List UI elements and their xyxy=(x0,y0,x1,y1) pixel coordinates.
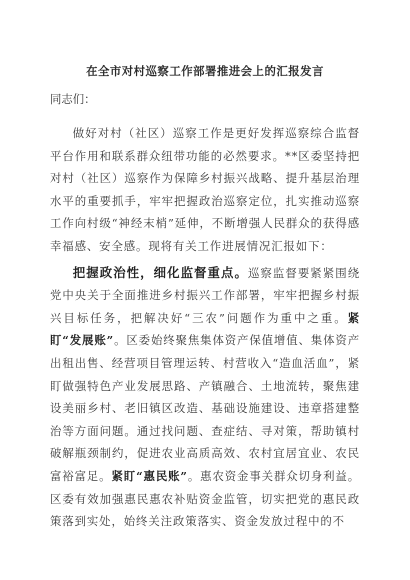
paragraph-text: 做好对村（社区）巡察工作是更好发挥巡察综合监督平台作用和联系群众纽带功能的必然要求。**区委坚持把对村（社区）巡察作为保障乡村振兴战略、提升基层治理水平的重要抓手，牢牢把握政治巡察定位，扎实推动巡察工作向村级“神经末梢”延伸，不断增强人民群众的获得感幸福感、安全感。现将有关工作进展情况汇报如下： xyxy=(50,126,360,253)
paragraph-text: 。惠农资金事关群众切身利益。区委有效加强惠民惠农补贴资金监管，切实把党的惠民政策落到实处，始终关注政策落实、资金发放过程中的不 xyxy=(50,468,360,529)
paragraph-intro xyxy=(50,122,360,258)
salutation: 同志们： xyxy=(50,92,96,106)
document-title: 在全市对村巡察工作部署推进会上的汇报发言 xyxy=(86,64,324,78)
bold-phrase-welfare-account: 紧盯“惠民账” xyxy=(111,468,188,483)
section-heading: 把握政治性，细化监督重点。 xyxy=(72,264,248,280)
bold-phrase-development-account: 紧盯“发展账” xyxy=(50,310,360,348)
paragraph-text: 巡察监督要紧紧围绕党中央关于全面推进乡村振兴工作部署，牢牢把握乡村振兴目标任务，把解决好“三农”问题作为重中之重。 xyxy=(50,265,361,325)
paragraph-political xyxy=(50,262,360,533)
paragraph-text: 。区委始终聚焦集体资产保值增值、集体资产出租出售、经营项目管理运转、村营收入“造血活血”，紧盯做强特色产业发展思路、产镇融合、土地流转，聚焦建设美丽乡村、老旧镇区改造、基础设施建设、违章搭建整治等方面问题。通过找问题、查症结、寻对策，帮助镇村破解瓶颈制约，促进农业高质高效、农村宜居宜业、农民富裕富足。 xyxy=(50,333,360,483)
